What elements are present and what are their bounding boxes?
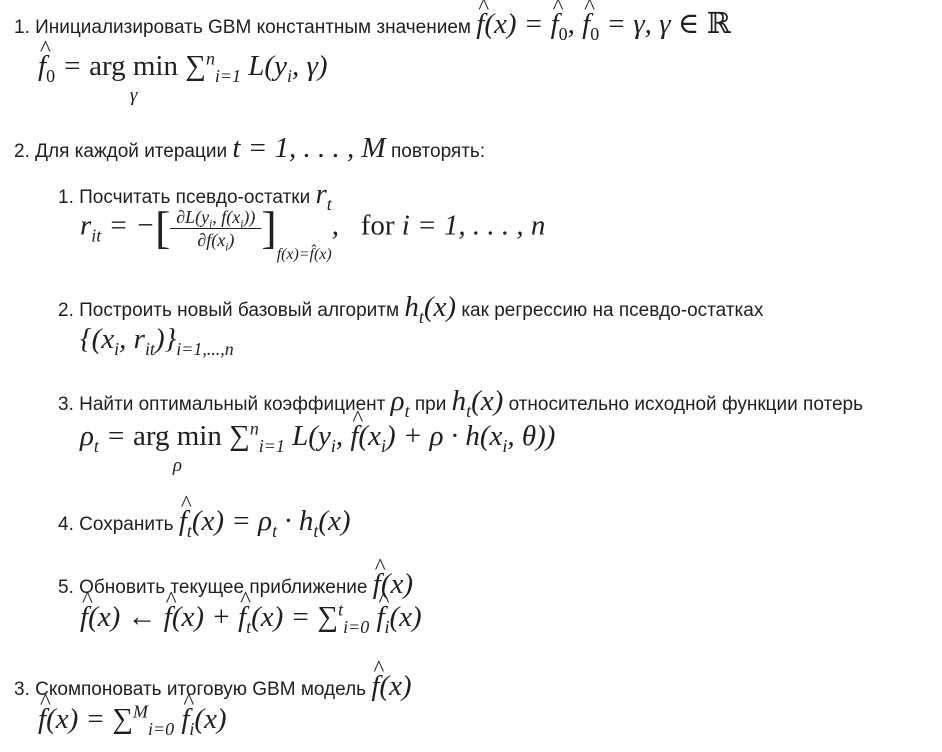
step-1-header-formula: ^ f(x) = ^ $f_0$, ^ $f_0 = \gamma$, γ ∈ ℝ	[476, 8, 730, 40]
step-2-label-math: t = 1, . . . , M	[232, 132, 386, 164]
substep-2-formula: {($x_i$, $r_{it})\}_{i=1,...,n}$	[80, 323, 234, 359]
step-3-formula: ^ f(x) = ∑$^M_{i=0}$ ^ $f_i(x)$	[38, 705, 227, 734]
step-1-label: 1. Инициализировать GBM константным значением	[14, 17, 471, 38]
substep-5-label-math: ^ f(x)	[373, 568, 413, 600]
step-2-label-pre: 2. Для каждой итерации	[14, 141, 228, 162]
substep-2-line	[58, 291, 764, 327]
substep-5-label: 5. Обновить текущее приближение	[58, 577, 368, 598]
step-1-line	[14, 8, 731, 44]
substep-3-h: $h_t(x)$	[451, 385, 504, 421]
substep-2-label-pre: 2. Построить новый базовый алгоритм	[58, 300, 400, 321]
step-3-label-math: ^ f(x)	[371, 670, 411, 702]
substep-4-line	[58, 505, 351, 541]
step-2-label-post: повторять:	[390, 141, 486, 162]
substep-1-label-math: $r_t$	[315, 178, 332, 214]
substep-1-label: 1. Посчитать псевдо-остатки	[58, 187, 311, 208]
substep-3-label-mid: при	[414, 394, 447, 415]
step-1-formula: ^ $f_0$ = arg min γ ∑$^n_{i=1}$ $L(y_i$, γ)	[38, 52, 328, 81]
substep-4-formula: ^ $f_t(x) = \rho_t \cdot h_t(x)$	[179, 505, 351, 537]
substep-3-label-pre: 3. Найти оптимальный коэффициент	[58, 394, 386, 415]
substep-1-formula: $r_{it}$ = −[ $\frac{\partial L(y_i, f(x_i))}{\partial f(x_i)}$ ]$_{f(x)=f̂(x)}$, for i = 1, . . . , n	[80, 202, 546, 264]
substep-2-label-math: $h_t(x)$	[404, 291, 457, 327]
substep-5-line	[58, 570, 413, 599]
step-3-label: 3. Скомпоновать итоговую GBM модель	[14, 679, 367, 700]
step-2-line	[14, 134, 485, 163]
substep-3-rho: $\rho_t$	[390, 385, 410, 421]
substep-3-formula: $\rho_t$ = arg min ρ ∑$^n_{i=1}$ $L(y_i$, ^ $f(x_i) + \rho \cdot h(x_i$, θ))	[80, 422, 555, 451]
step-3-line	[14, 672, 412, 701]
substep-5-formula: ^ f(x) ← ^ f(x) + ^ $f_t(x) = \sum^t_{i=0}$ ^ $f_i(x)$	[80, 603, 422, 632]
substep-3-line	[58, 385, 864, 421]
substep-3-label-post: относительно исходной функции потерь	[508, 394, 864, 415]
substep-4-label: 4. Сохранить	[58, 514, 174, 535]
substep-2-label-post: как регрессию на псевдо-остатках	[461, 300, 764, 321]
